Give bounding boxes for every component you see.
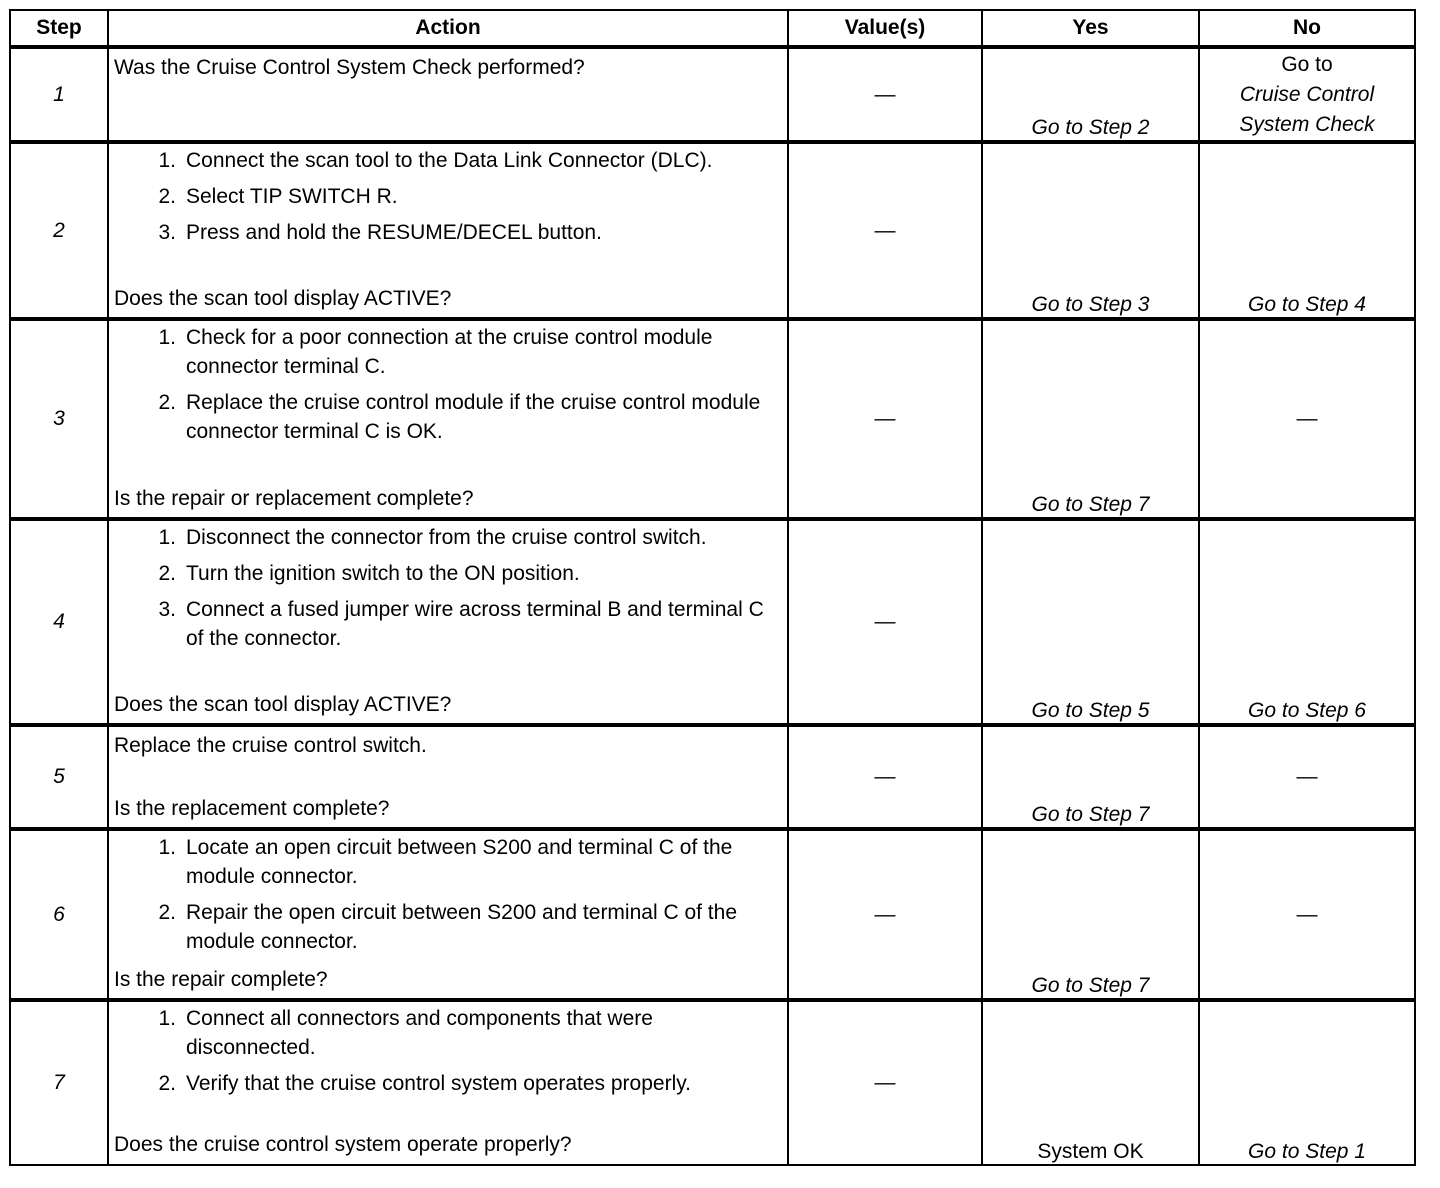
no-result: Go to Step 6: [1248, 699, 1366, 722]
action-steps: [114, 323, 783, 446]
action-body: [114, 1004, 783, 1105]
action-step-number: 2.: [158, 391, 176, 414]
action-step-number: 2.: [158, 185, 176, 208]
action-content: [109, 144, 787, 315]
action-content: [109, 521, 787, 721]
no-cell: [1199, 142, 1415, 319]
no-result: —: [1296, 407, 1318, 430]
step-number: 3: [10, 319, 108, 519]
action-step-item: [114, 833, 783, 891]
value-cell: —: [788, 725, 982, 829]
action-step-item: [114, 523, 783, 552]
action-content: [109, 831, 787, 996]
step-number: 4: [10, 519, 108, 725]
action-step-number: 2.: [158, 562, 176, 585]
diagnostic-table: [9, 9, 1416, 1166]
yes-cell: [982, 47, 1199, 142]
yes-result: Go to Step 7: [1031, 803, 1150, 826]
action-step-item: [114, 595, 783, 653]
no-result-line: System Check: [1239, 113, 1375, 136]
yes-result: Go to Step 7: [1031, 974, 1150, 997]
action-content: [109, 49, 787, 138]
action-cell: [108, 319, 788, 519]
action-step-text: Replace the cruise control module if the cruise control module connector terminal C is OK.: [186, 391, 761, 443]
value-cell: —: [788, 47, 982, 142]
action-step-number: 3.: [158, 598, 176, 621]
header-no: No: [1199, 10, 1415, 47]
action-step-item: [114, 146, 783, 175]
action-step-text: Select TIP SWITCH R.: [186, 185, 398, 208]
action-steps: [114, 146, 783, 247]
yes-result: Go to Step 2: [1031, 116, 1150, 139]
action-step-number: 3.: [158, 221, 176, 244]
action-cell: [108, 829, 788, 1000]
yes-cell: [982, 519, 1199, 725]
action-cell: [108, 47, 788, 142]
no-result: Go to Step 4: [1248, 293, 1366, 316]
action-body: [114, 729, 783, 760]
no-cell: [1199, 519, 1415, 725]
action-question: Does the scan tool display ACTIVE?: [114, 287, 452, 310]
action-step-item: [114, 218, 783, 247]
yes-cell: [982, 142, 1199, 319]
action-question: Does the scan tool display ACTIVE?: [114, 693, 452, 716]
action-step-text: Locate an open circuit between S200 and terminal C of the module connector.: [186, 836, 733, 888]
value-cell: —: [788, 829, 982, 1000]
action-step-number: 2.: [158, 1072, 176, 1095]
action-step-text: Connect a fused jumper wire across terminal B and terminal C of the connector.: [186, 598, 764, 650]
action-step-text: Check for a poor connection at the cruise control module connector terminal C.: [186, 326, 713, 378]
step-number: 6: [10, 829, 108, 1000]
table-row: [10, 319, 1415, 519]
yes-result: Go to Step 7: [1031, 493, 1150, 516]
yes-cell: [982, 829, 1199, 1000]
action-cell: [108, 519, 788, 725]
action-question: Is the repair complete?: [114, 968, 328, 991]
yes-cell: [982, 1000, 1199, 1165]
no-result-line: Go to: [1281, 53, 1333, 76]
action-step-text: Connect all connectors and components that were disconnected.: [186, 1007, 653, 1059]
action-step-text: Turn the ignition switch to the ON position.: [186, 562, 580, 585]
no-result: —: [1296, 902, 1318, 926]
table-row: [10, 47, 1415, 142]
action-body: [114, 323, 783, 453]
step-number: 1: [10, 47, 108, 142]
action-content: [109, 1002, 787, 1161]
action-cell: [108, 142, 788, 319]
action-step-number: 1.: [158, 526, 176, 549]
action-body: [114, 833, 783, 963]
no-result-line: Cruise Control: [1239, 83, 1375, 106]
table-row: [10, 519, 1415, 725]
action-question: Is the replacement complete?: [114, 797, 390, 820]
action-step-text: Verify that the cruise control system operates properly.: [186, 1072, 692, 1095]
table-row: [10, 829, 1415, 1000]
no-cell: [1199, 829, 1415, 1000]
table-row: [10, 142, 1415, 319]
action-cell: [108, 725, 788, 829]
yes-result: Go to Step 5: [1031, 699, 1150, 722]
action-intro: Was the Cruise Control System Check performed?: [114, 56, 585, 79]
yes-cell: [982, 319, 1199, 519]
action-body: [114, 51, 783, 82]
action-steps: [114, 523, 783, 653]
no-cell: [1199, 47, 1415, 142]
action-step-number: 1.: [158, 1007, 176, 1030]
action-step-item: [114, 559, 783, 588]
action-question: Is the repair or replacement complete?: [114, 487, 474, 510]
action-step-text: Repair the open circuit between S200 and terminal C of the module connector.: [186, 901, 737, 953]
action-step-text: Press and hold the RESUME/DECEL button.: [186, 221, 602, 244]
action-step-item: [114, 388, 783, 446]
action-step-item: [114, 898, 783, 956]
action-step-number: 1.: [158, 326, 176, 349]
action-step-number: 1.: [158, 149, 176, 172]
step-number: 2: [10, 142, 108, 319]
value-cell: —: [788, 1000, 982, 1165]
header-action: Action: [108, 10, 788, 47]
step-number: 5: [10, 725, 108, 829]
action-content: [109, 321, 787, 515]
action-body: [114, 523, 783, 660]
value-cell: —: [788, 319, 982, 519]
action-content: [109, 727, 787, 825]
header-step: Step: [10, 10, 108, 47]
header-row: [10, 10, 1415, 47]
action-steps: [114, 833, 783, 956]
yes-cell: [982, 725, 1199, 829]
action-intro: Replace the cruise control switch.: [114, 734, 427, 757]
action-steps: [114, 1004, 783, 1098]
action-cell: [108, 1000, 788, 1165]
action-step-item: [114, 182, 783, 211]
action-step-item: [114, 1069, 783, 1098]
action-step-item: [114, 1004, 783, 1062]
yes-result: Go to Step 3: [1031, 293, 1150, 316]
no-cell: [1199, 725, 1415, 829]
no-result: Go to Step 1: [1248, 1140, 1366, 1163]
action-step-text: Disconnect the connector from the cruise control switch.: [186, 526, 707, 549]
action-step-text: Connect the scan tool to the Data Link Connector (DLC).: [186, 149, 713, 172]
value-cell: —: [788, 519, 982, 725]
header-yes: Yes: [982, 10, 1199, 47]
action-body: [114, 146, 783, 254]
no-cell: [1199, 319, 1415, 519]
table-row: [10, 1000, 1415, 1165]
value-cell: —: [788, 142, 982, 319]
action-step-number: 2.: [158, 901, 176, 924]
table-row: [10, 725, 1415, 829]
action-step-item: [114, 323, 783, 381]
step-number: 7: [10, 1000, 108, 1165]
action-question: Does the cruise control system operate properly?: [114, 1133, 572, 1156]
no-cell: [1199, 1000, 1415, 1165]
no-result: —: [1296, 765, 1318, 788]
yes-result: System OK: [1037, 1140, 1144, 1163]
action-step-number: 1.: [158, 836, 176, 859]
header-values: Value(s): [788, 10, 982, 47]
